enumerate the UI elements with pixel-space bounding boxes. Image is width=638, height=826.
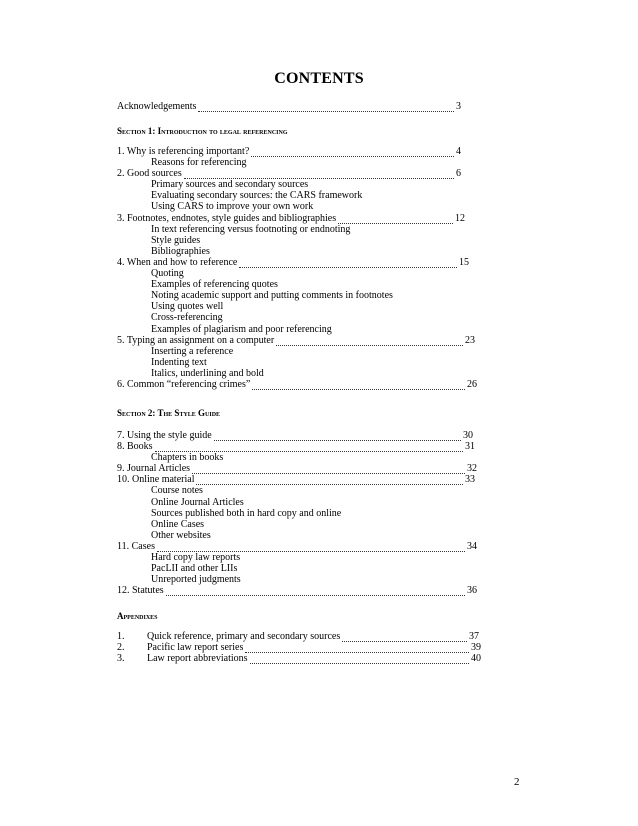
section-1-heading: Section 1: Introduction to legal referencing: [117, 126, 288, 136]
toc-entry-page: 23: [465, 334, 475, 346]
toc-entry: [117, 441, 475, 452]
toc-entry: [117, 631, 479, 642]
toc-entry: [117, 642, 481, 653]
toc-entry-page: 15: [459, 256, 469, 268]
leader-dots: [245, 644, 469, 653]
leader-dots: [198, 103, 454, 112]
toc-subentry: Using CARS to improve your own work: [151, 201, 314, 213]
toc-entry-label: 12. Statutes: [117, 585, 164, 597]
toc-entry: [117, 257, 469, 268]
toc-subentry: Unreported judgments: [151, 574, 241, 586]
toc-entry-page: 39: [471, 642, 481, 654]
toc-subentry: Online Journal Articles: [151, 496, 244, 508]
appendixes-list: [117, 631, 517, 664]
leader-dots: [214, 432, 461, 441]
appendix-title: Law report abbreviations: [147, 653, 248, 665]
toc-entry: [117, 213, 465, 224]
toc-entry-page: 40: [471, 653, 481, 665]
toc-subentry: Primary sources and secondary sources: [151, 179, 309, 191]
toc-entry-label: 2. Good sources: [117, 168, 182, 180]
appendixes-heading: Appendixes: [117, 611, 158, 621]
page-title: CONTENTS: [274, 70, 364, 87]
toc-subentry: Bibliographies: [151, 245, 210, 257]
toc-subentry: Quoting: [151, 268, 184, 280]
toc-subentry: Examples of plagiarism and poor referencing: [151, 323, 332, 335]
leader-dots: [239, 259, 457, 268]
toc-entry: [117, 430, 473, 441]
toc-acknowledgements: [117, 101, 461, 112]
toc-entry: [117, 585, 477, 596]
toc-entry: [117, 474, 475, 485]
toc-subentry: Other websites: [151, 529, 211, 541]
toc-entry-page: 12: [455, 212, 465, 224]
leader-dots: [166, 587, 465, 596]
toc-entry: [117, 463, 477, 474]
toc-entry-page: 30: [463, 430, 473, 441]
toc-subentry: Course notes: [151, 485, 203, 497]
toc-subentry: Noting academic support and putting comments in footnotes: [151, 290, 393, 302]
toc-subentry: Chapters in books: [151, 452, 224, 464]
toc-entry-label: Acknowledgements: [117, 101, 197, 112]
leader-dots: [342, 633, 467, 642]
toc-entry-label: 6. Common “referencing crimes”: [117, 378, 251, 390]
leader-dots: [252, 381, 465, 390]
toc-entry-label: [117, 653, 248, 664]
toc-subentry: Reasons for referencing: [151, 157, 247, 169]
toc-entry: [117, 541, 477, 552]
toc-subentry: Cross-referencing: [151, 312, 223, 324]
toc-entry-label: 4. When and how to reference: [117, 256, 238, 268]
toc-entry-label: 8. Books: [117, 441, 153, 453]
toc-entry-page: 6: [456, 168, 461, 180]
toc-entry-page: 4: [456, 146, 461, 157]
section-2-heading: Section 2: The Style Guide: [117, 408, 221, 418]
appendix-number: 1.: [117, 631, 125, 642]
toc-subentry: Italics, underlining and bold: [151, 367, 264, 379]
appendix-number: 3.: [117, 653, 125, 665]
toc-subentry: PacLII and other LIIs: [151, 563, 238, 575]
leader-dots: [251, 148, 454, 157]
leader-dots: [196, 476, 463, 485]
leader-dots: [155, 443, 463, 452]
appendix-title: Quick reference, primary and secondary sources: [147, 631, 341, 642]
toc-entry-label: 3. Footnotes, endnotes, style guides and bibliographies: [117, 212, 337, 224]
toc-entry: [117, 379, 477, 390]
toc-entry-label: 1. Why is referencing important?: [117, 146, 250, 157]
toc-entry-page: 31: [465, 441, 475, 453]
toc-entry: [117, 101, 461, 112]
section-1-list: [117, 146, 517, 390]
toc-subentry: Indenting text: [151, 356, 207, 368]
toc-entry-page: 3: [456, 101, 461, 112]
toc-entry-page: 37: [469, 631, 479, 642]
toc-entry-label: 11. Cases: [117, 540, 155, 552]
leader-dots: [250, 655, 469, 664]
leader-dots: [184, 170, 454, 179]
toc-entry: [117, 168, 461, 179]
toc-entry-label: 7. Using the style guide: [117, 430, 212, 441]
toc-subentry: Using quotes well: [151, 301, 224, 313]
toc-entry-page: 34: [467, 540, 477, 552]
leader-dots: [338, 215, 453, 224]
page-number: 2: [514, 776, 520, 788]
toc-entry-label: [117, 631, 340, 642]
toc-subentry: Sources published both in hard copy and online: [151, 507, 342, 519]
section-2-list: [117, 430, 517, 596]
toc-entry: [117, 146, 461, 157]
toc-subentry: Hard copy law reports: [151, 552, 241, 564]
leader-dots: [276, 337, 463, 346]
toc-entry: [117, 335, 475, 346]
toc-entry-label: 10. Online material: [117, 474, 195, 486]
toc-subentry: Style guides: [151, 234, 201, 246]
appendix-number: 2.: [117, 642, 125, 654]
toc-subentry: In text referencing versus footnoting or endnoting: [151, 223, 351, 235]
toc-entry-label: [117, 642, 243, 653]
toc-entry-label: 9. Journal Articles: [117, 463, 191, 475]
toc-subentry: Inserting a reference: [151, 345, 234, 357]
toc-entry-page: 33: [465, 474, 475, 486]
toc-subentry: Evaluating secondary sources: the CARS framework: [151, 190, 363, 202]
toc-subentry: Examples of referencing quotes: [151, 279, 278, 291]
toc-entry-page: 32: [467, 463, 477, 475]
toc-subentry: Online Cases: [151, 518, 205, 530]
leader-dots: [192, 465, 465, 474]
toc-entry-page: 26: [467, 378, 477, 390]
toc-entry-label: 5. Typing an assignment on a computer: [117, 334, 275, 346]
toc-entry-page: 36: [467, 585, 477, 597]
appendix-title: Pacific law report series: [147, 642, 244, 654]
leader-dots: [157, 543, 465, 552]
toc-entry: [117, 653, 481, 664]
